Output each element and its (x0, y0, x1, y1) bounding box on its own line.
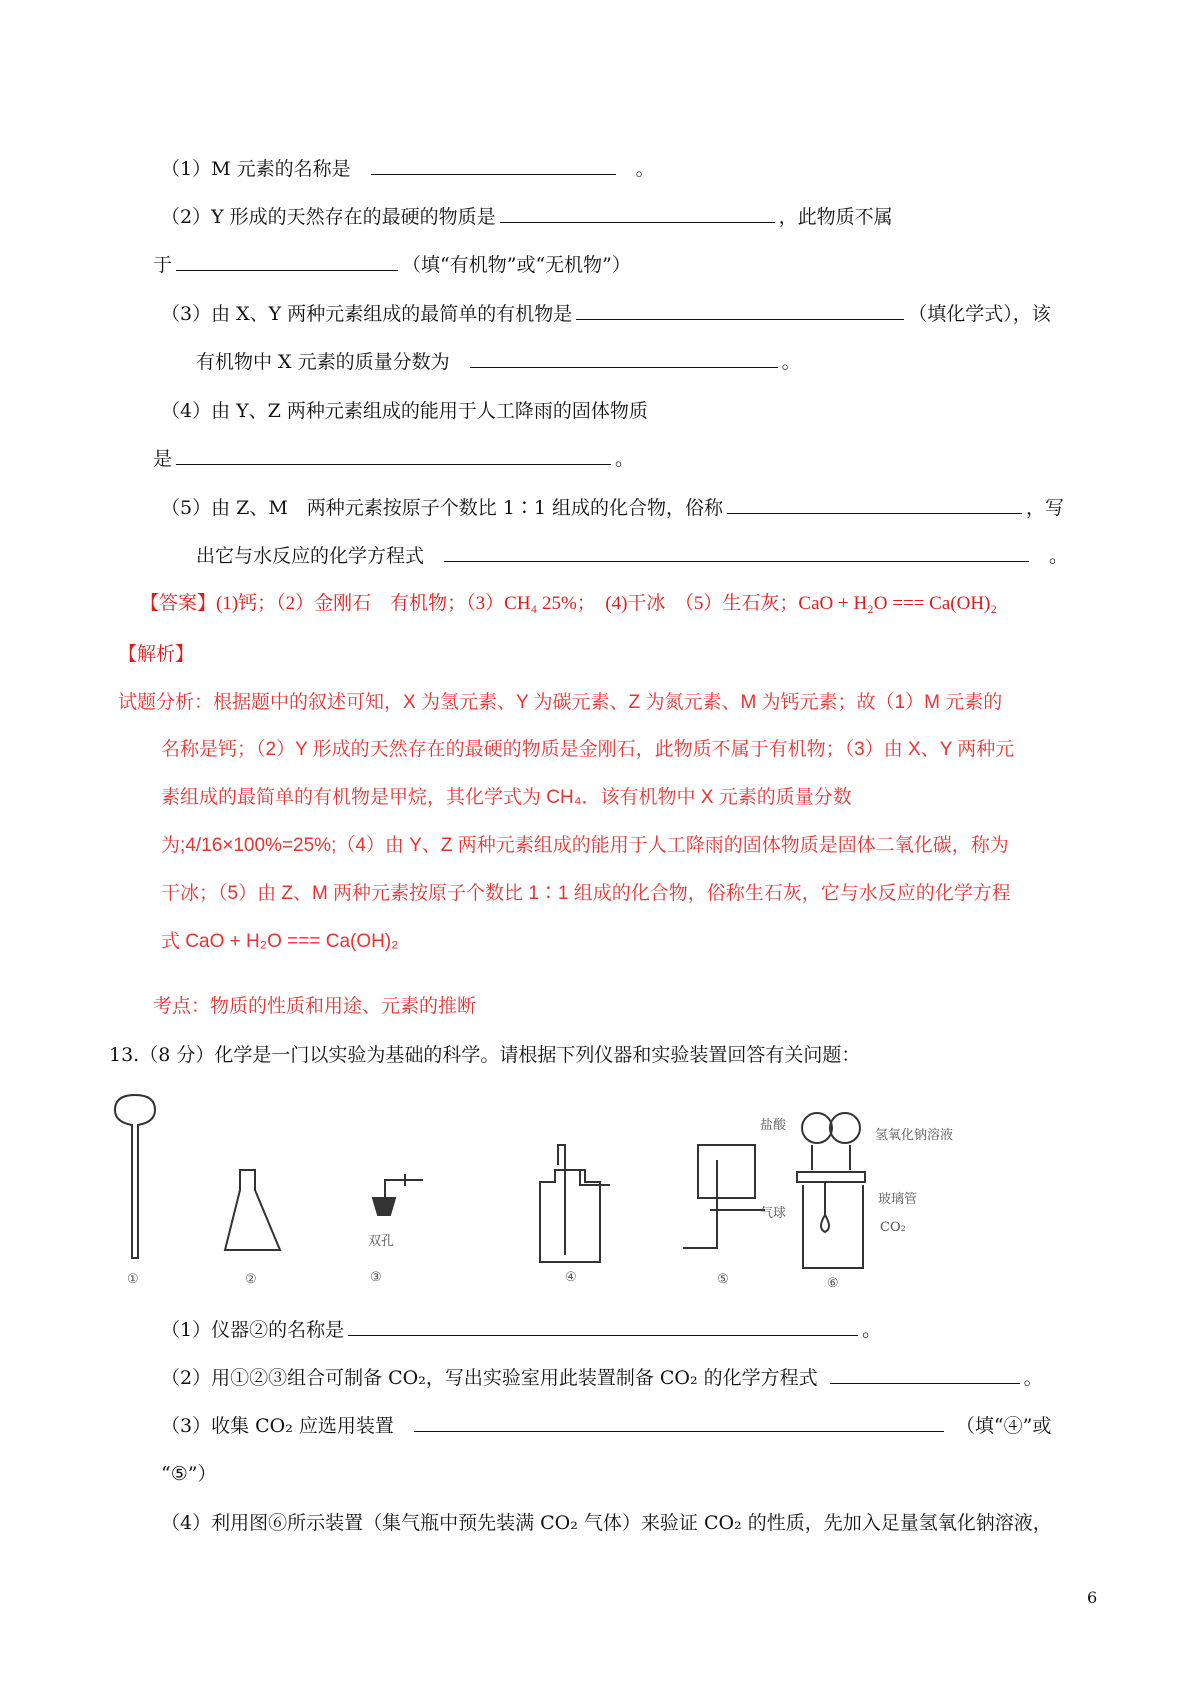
text: 。 (635, 158, 655, 180)
analysis-line: 素组成的最简单的有机物是甲烷，其化学式为 CH₄．该有机物中 X 元素的质量分数 (161, 787, 852, 808)
text: 于 (153, 254, 173, 276)
text: （2）Y 形成的天然存在的最硬的物质是 (161, 206, 496, 228)
q13-line-1 (161, 1317, 881, 1343)
label-two-hole: 双孔 (368, 1234, 395, 1249)
answer-blank[interactable] (727, 495, 1022, 514)
text: 。 (615, 448, 635, 470)
answer-blank[interactable] (444, 543, 1029, 562)
q12-line-8 (161, 495, 1064, 521)
q12-line-1 (161, 156, 655, 182)
text: 。 (862, 1319, 882, 1341)
text: （填“④”或 (955, 1415, 1052, 1437)
label-co2: CO₂ (880, 1220, 906, 1235)
text: 是 (153, 448, 173, 470)
gas-bottle-downward-icon (683, 1145, 765, 1248)
label-naoh-solution: 氢氧化钠溶液 (875, 1128, 954, 1143)
analysis-line: 试题分析：根据题中的叙述可知，X 为氢元素、Y 为碳元素、Z 为氮元素、M 为钙元素；故（1）M 元素的 (118, 692, 1003, 713)
label-balloon: 气球 (760, 1206, 787, 1221)
answer-blank[interactable] (371, 156, 616, 175)
q13-stem: 13.（8 分）化学是一门以实验为基础的科学。请根据下列仪器和实验装置回答有关问题： (109, 1044, 861, 1066)
apparatus-figure (105, 1090, 1085, 1300)
conical-flask-icon (225, 1170, 280, 1250)
q12-line-7 (153, 446, 634, 472)
label-hydrochloric-acid: 盐酸 (760, 1118, 787, 1133)
text: （填“有机物”或“无机物”） (402, 254, 631, 276)
answer-blank[interactable] (830, 1365, 1020, 1384)
analysis-tag: 【解析】 (118, 643, 195, 665)
q12-line-6: （4）由 Y、Z 两种元素组成的能用于人工降雨的固体物质 (161, 400, 648, 422)
text: （2）用①②③组合可制备 CO₂，写出实验室用此装置制备 CO₂ 的化学方程式 (161, 1367, 818, 1389)
analysis-line: 名称是钙；（2）Y 形成的天然存在的最硬的物质是金刚石，此物质不属于有机物；（3）由 X、Y 两种元 (161, 739, 1015, 760)
analysis-line: 式 CaO + H₂O === Ca(OH)₂ (161, 931, 399, 952)
figure-num-3: ③ (370, 1270, 382, 1285)
text: （填化学式），该 (908, 303, 1051, 325)
q13-line-5: （4）利用图⑥所示装置（集气瓶中预先装满 CO₂ 气体）来验证 CO₂ 的性质，先加入足量氢氧化钠溶液， (161, 1512, 1052, 1534)
text: 出它与水反应的化学方程式 (196, 545, 425, 567)
figure-num-6: ⑥ (827, 1276, 839, 1291)
q13-line-2 (161, 1365, 1043, 1391)
figure-num-4: ④ (565, 1270, 577, 1285)
text: （3）收集 CO₂ 应选用装置 (161, 1415, 394, 1437)
text: （3）由 X、Y 两种元素组成的最简单的有机物是 (161, 303, 573, 325)
text: 。 (1023, 1367, 1043, 1389)
q12-line-2 (161, 204, 893, 230)
answer-blank[interactable] (500, 204, 775, 223)
answer-tag: 【答案】 (140, 593, 217, 614)
label-glass-tube: 玻璃管 (878, 1192, 918, 1207)
text: 。 (1049, 545, 1069, 567)
answer-blank[interactable] (176, 446, 611, 465)
answer-line (140, 591, 997, 617)
figure-num-2: ② (245, 1272, 257, 1287)
q12-line-4 (161, 301, 1051, 327)
text: ，写 (1026, 497, 1065, 519)
text: ，此物质不属 (778, 206, 893, 228)
co2-balloon-apparatus-icon (797, 1113, 865, 1268)
analysis-line: 为;4/16×100%=25%;（4）由 Y、Z 两种元素组成的能用于人工降雨的固体物质是固体二氧化碳，称为 (161, 835, 1009, 856)
figure-num-1: ① (127, 1272, 139, 1287)
long-neck-funnel-icon (115, 1095, 155, 1258)
two-hole-stopper-icon (373, 1174, 423, 1215)
page-number: 6 (1087, 1588, 1098, 1607)
answer-blank[interactable] (348, 1317, 858, 1336)
answer-blank[interactable] (176, 252, 398, 271)
text: （5）由 Z、M 两种元素按原子个数比 1∶1 组成的化合物，俗称 (161, 497, 724, 519)
q12-line-9 (196, 543, 1068, 569)
analysis-line: 干冰；（5）由 Z、M 两种元素按原子个数比 1∶1 组成的化合物，俗称生石灰，它与水反应的化学方程 (161, 883, 1011, 904)
text: 。 (781, 351, 801, 373)
q13-line-4: “⑤”） (161, 1463, 217, 1485)
q12-line-3 (153, 252, 631, 278)
q13-line-3 (161, 1413, 1051, 1439)
figure-num-5: ⑤ (717, 1272, 729, 1287)
text: 有机物中 X 元素的质量分数为 (196, 351, 450, 373)
answer-blank[interactable] (470, 349, 778, 368)
answer-blank[interactable] (414, 1413, 944, 1432)
text: （1）仪器②的名称是 (161, 1319, 345, 1341)
gas-bottle-upward-icon (540, 1145, 610, 1262)
answer-blank[interactable] (576, 301, 904, 320)
text: （1）M 元素的名称是 (161, 158, 351, 180)
q12-line-5 (196, 349, 801, 375)
kaodian: 考点：物质的性质和用途、元素的推断 (153, 995, 477, 1017)
answer-text: (1)钙；（2）金刚石 有机物；（3）CH₄ 25%； (4)干冰 （5）生石灰；CaO + H₂O === Ca(OH)₂ (216, 593, 998, 614)
